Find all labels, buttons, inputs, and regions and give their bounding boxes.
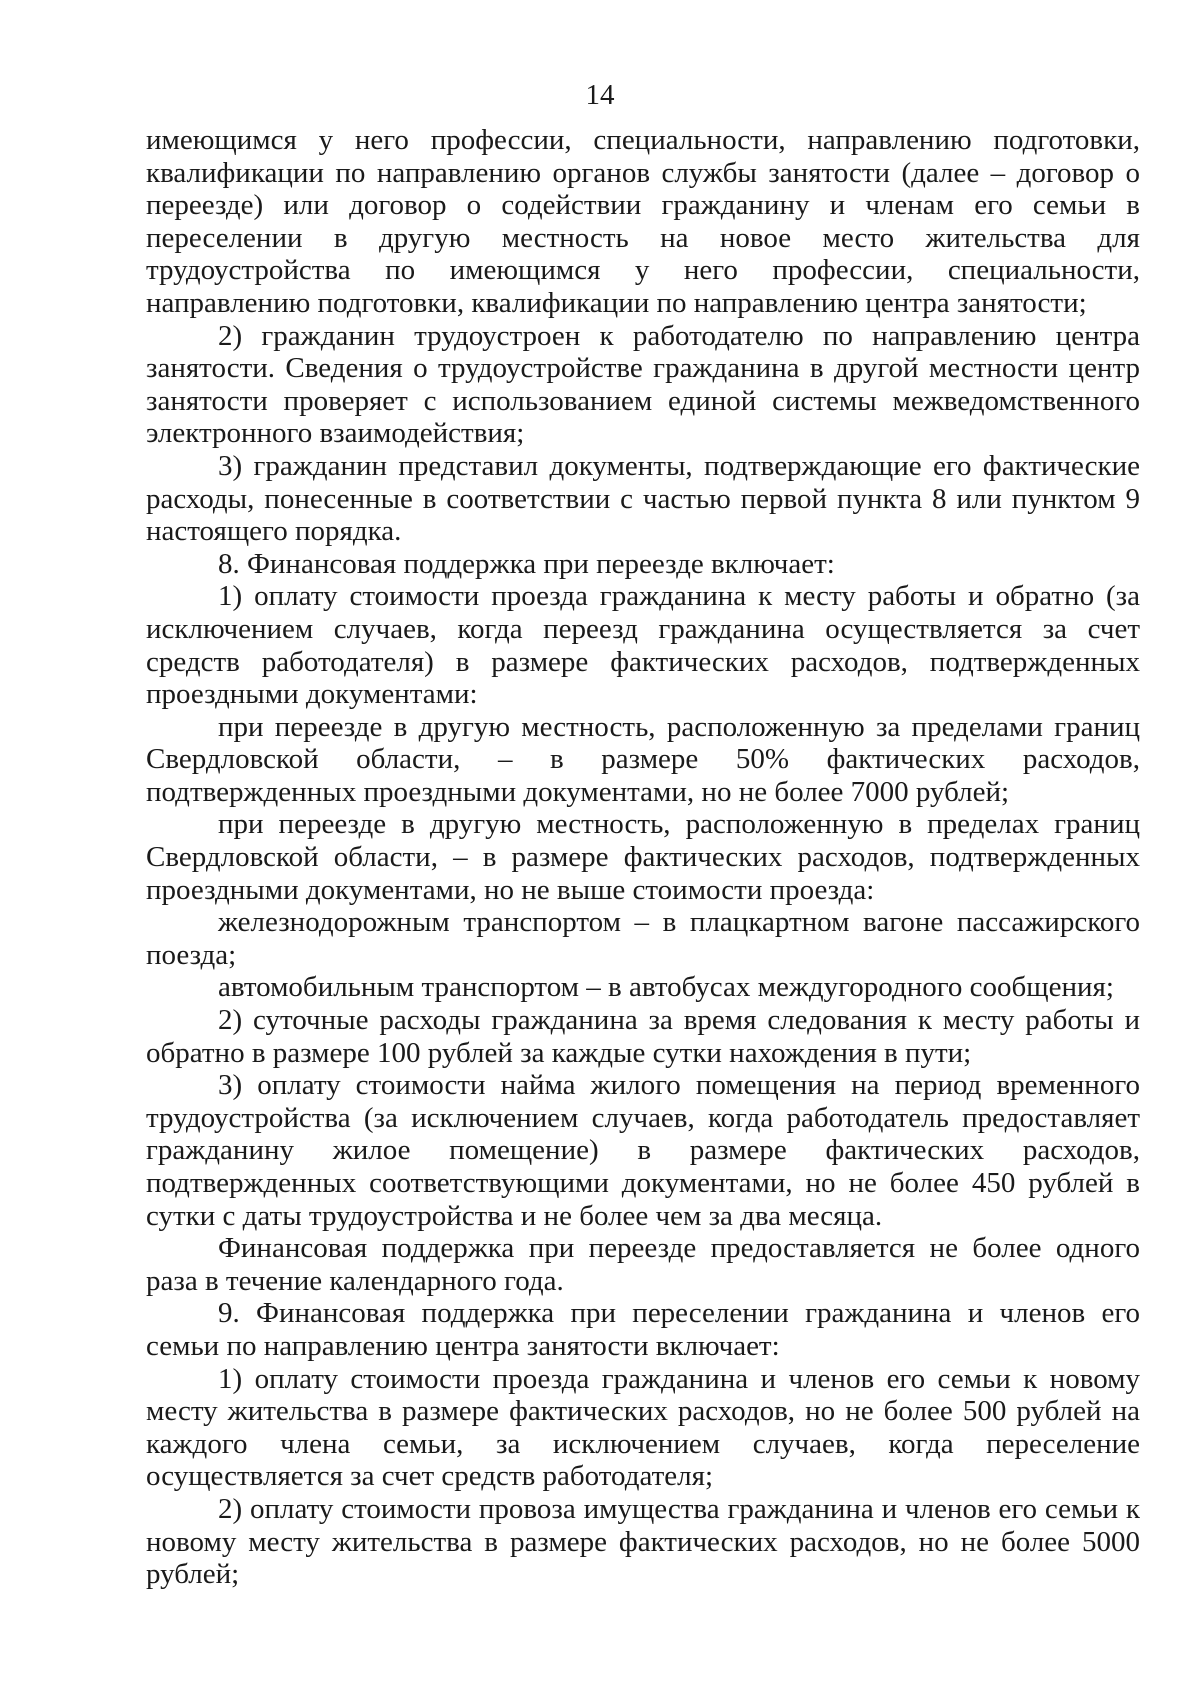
document-body <box>146 124 1140 1591</box>
paragraph-section-9-item-2: 2) оплату стоимости провоза имущества гражданина и членов его семьи к новому месту жительства в размере фактических расходов, но не более 5000 рублей; <box>146 1492 1140 1591</box>
paragraph-section-9-item-1: 1) оплату стоимости проезда гражданина и членов его семьи к новому месту жительства в размере фактических расходов, но не более 500 рублей на каждого члена семьи, за исключением случаев, когда переселение осуществляется за счет средств работодателя; <box>146 1362 1140 1493</box>
paragraph-once-per-year: Финансовая поддержка при переезде предоставляется не более одного раза в течение календарного года. <box>146 1232 1140 1297</box>
paragraph-section-8-item-3: 3) оплату стоимости найма жилого помещения на период временного трудоустройства (за исключением случаев, когда работодатель предоставляет гражданину жилое помещение) в размере фактических расходов, подтвержденных соответствующими документами, но не более 450 рублей в сутки с даты трудоустройства и не более чем за два месяца. <box>146 1069 1140 1232</box>
paragraph-section-8-item-1: 1) оплату стоимости проезда гражданина к месту работы и обратно (за исключением случаев, когда переезд гражданина осуществляется за счет средств работодателя) в размере фактических расходов, подтвержденных проездными документами: <box>146 580 1140 711</box>
paragraph-section-8-heading: 8. Финансовая поддержка при переезде включает: <box>218 547 835 580</box>
paragraph-section-9-heading: 9. Финансовая поддержка при переселении гражданина и членов его семьи по направлению центра занятости включает: <box>146 1297 1140 1362</box>
paragraph-continuation: имеющимся у него профессии, специальности, направлению подготовки, квалификации по направлению органов службы занятости (далее – договор о переезде) или договор о содействии гражданину и членам его семьи в переселении в другую местность на новое место жительства для трудоустройства по имеющимся у него профессии, специальности, направлению подготовки, квалификации по направлению центра занятости; <box>146 124 1140 319</box>
page-number: 14 <box>585 79 615 111</box>
paragraph-item-2-employed: 2) гражданин трудоустроен к работодателю по направлению центра занятости. Сведения о трудоустройстве гражданина в другой местности центр занятости проверяет с использованием единой системы межведомственного электронного взаимодействия; <box>146 319 1140 450</box>
paragraph-inside-region: при переезде в другую местность, расположенную в пределах границ Свердловской области, – в размере фактических расходов, подтвержденных проездными документами, но не выше стоимости проезда: <box>146 808 1140 906</box>
paragraph-rail-transport: железнодорожным транспортом – в плацкартном вагоне пассажирского поезда; <box>146 906 1140 971</box>
paragraph-outside-region: при переезде в другую местность, расположенную за пределами границ Свердловской области, – в размере 50% фактических расходов, подтвержденных проездными документами, но не более 7000 рублей; <box>146 710 1140 808</box>
paragraph-item-3-documents: 3) гражданин представил документы, подтверждающие его фактические расходы, понесенные в соответствии с частью первой пункта 8 или пунктом 9 настоящего порядка. <box>146 449 1140 548</box>
paragraph-section-8-item-2: 2) суточные расходы гражданина за время следования к месту работы и обратно в размере 100 рублей за каждые сутки нахождения в пути; <box>146 1004 1140 1069</box>
paragraph-road-transport: автомобильным транспортом – в автобусах междугородного сообщения; <box>218 971 1114 1004</box>
